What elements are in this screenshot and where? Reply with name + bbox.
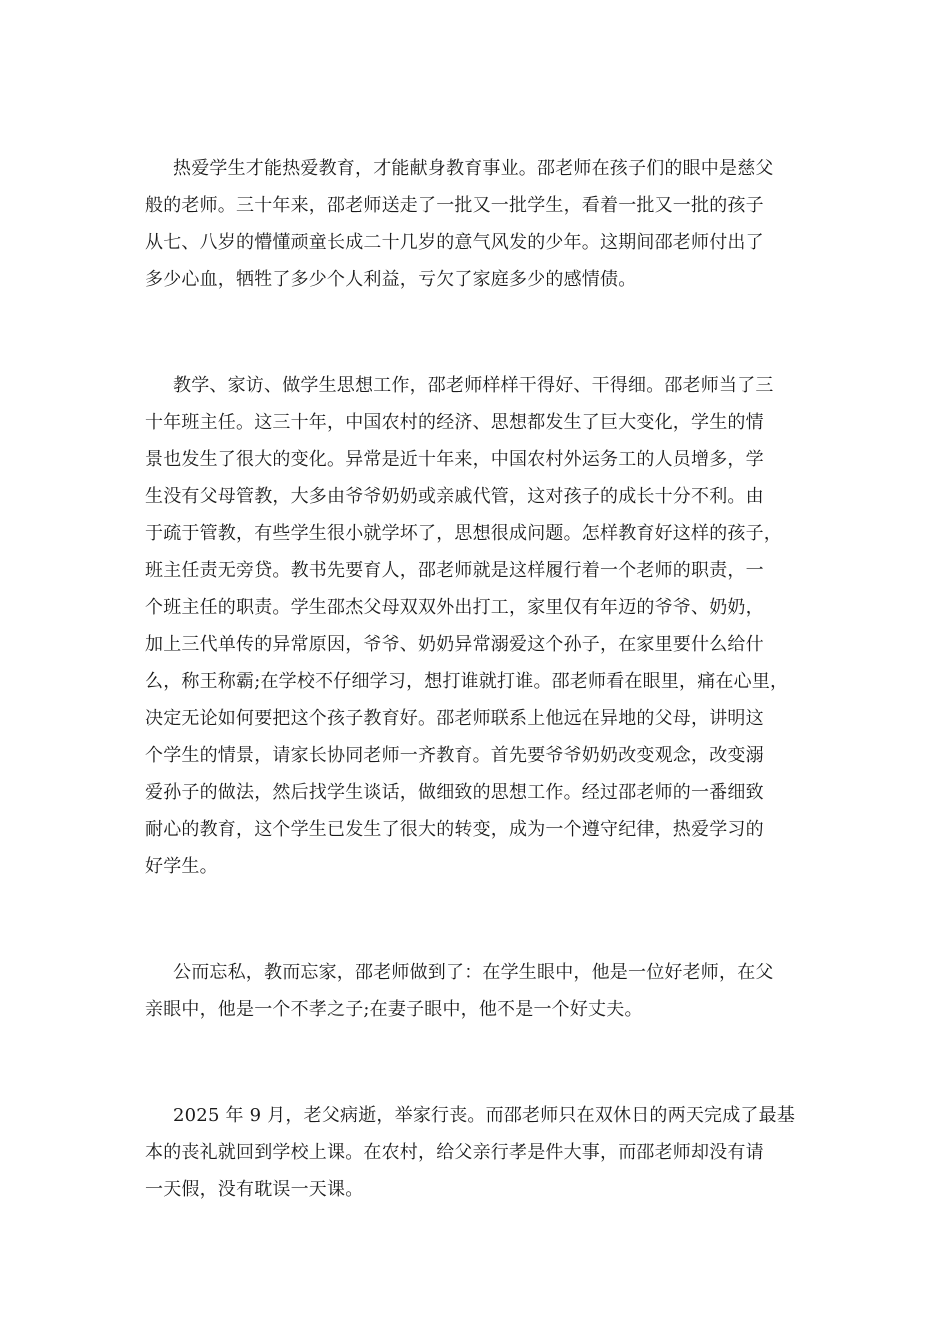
paragraph-3-line-1: 公而忘私，教而忘家，邵老师做到了：在学生眼中，他是一位好老师，在父 — [173, 962, 774, 983]
paragraph-2-line-3: 景也发生了很大的变化。异常是近十年来，中国农村外运务工的人员增多，学 — [145, 449, 764, 470]
paragraph-1-line-4: 多少心血，牺牲了多少个人利益，亏欠了家庭多少的感情债。 — [145, 269, 637, 290]
paragraph-2-line-5: 于疏于管教，有些学生很小就学坏了，思想很成问题。怎样教育好这样的孩子， — [145, 523, 782, 544]
paragraph-4-line-3: 一天假，没有耽误一天课。 — [145, 1179, 364, 1200]
paragraph-2-line-9: 么，称王称霸;在学校不仔细学习，想打谁就打谁。邵老师看在眼里，痛在心里， — [145, 671, 789, 692]
paragraph-4-line-2: 本的丧礼就回到学校上课。在农村，给父亲行孝是件大事，而邵老师却没有请 — [145, 1142, 764, 1163]
paragraph-2-line-14: 好学生。 — [145, 856, 218, 877]
paragraph-2-line-6: 班主任责无旁贷。教书先要育人，邵老师就是这样履行着一个老师的职责，一 — [145, 560, 764, 581]
paragraph-4-line-1: 2025 年 9 月，老父病逝，举家行丧。而邵老师只在双休日的两天完成了最基 — [173, 1105, 796, 1126]
paragraph-2-line-13: 耐心的教育，这个学生已发生了很大的转变，成为一个遵守纪律，热爱学习的 — [145, 819, 764, 840]
paragraph-2-line-7: 个班主任的职责。学生邵杰父母双双外出打工，家里仅有年迈的爷爷、奶奶， — [145, 597, 764, 618]
paragraph-1-line-1: 热爱学生才能热爱教育，才能献身教育事业。邵老师在孩子们的眼中是慈父 — [173, 158, 774, 179]
paragraph-3-line-2: 亲眼中，他是一个不孝之子;在妻子眼中，他不是一个好丈夫。 — [145, 999, 643, 1020]
paragraph-2-line-10: 决定无论如何要把这个孩子教育好。邵老师联系上他远在异地的父母，讲明这 — [145, 708, 764, 729]
paragraph-1-line-3: 从七、八岁的懵懂顽童长成二十几岁的意气风发的少年。这期间邵老师付出了 — [145, 232, 764, 253]
paragraph-2-line-4: 生没有父母管教，大多由爷爷奶奶或亲戚代管，这对孩子的成长十分不利。由 — [145, 486, 764, 507]
paragraph-2-line-12: 爱孙子的做法，然后找学生谈话，做细致的思想工作。经过邵老师的一番细致 — [145, 782, 764, 803]
paragraph-2-line-8: 加上三代单传的异常原因，爷爷、奶奶异常溺爱这个孙子，在家里要什么给什 — [145, 634, 764, 655]
paragraph-2-line-11: 个学生的情景，请家长协同老师一齐教育。首先要爷爷奶奶改变观念，改变溺 — [145, 745, 764, 766]
paragraph-2-line-1: 教学、家访、做学生思想工作，邵老师样样干得好、干得细。邵老师当了三 — [173, 375, 774, 396]
paragraph-2-line-2: 十年班主任。这三十年，中国农村的经济、思想都发生了巨大变化，学生的情 — [145, 412, 764, 433]
paragraph-1-line-2: 般的老师。三十年来，邵老师送走了一批又一批学生，看着一批又一批的孩子 — [145, 195, 764, 216]
